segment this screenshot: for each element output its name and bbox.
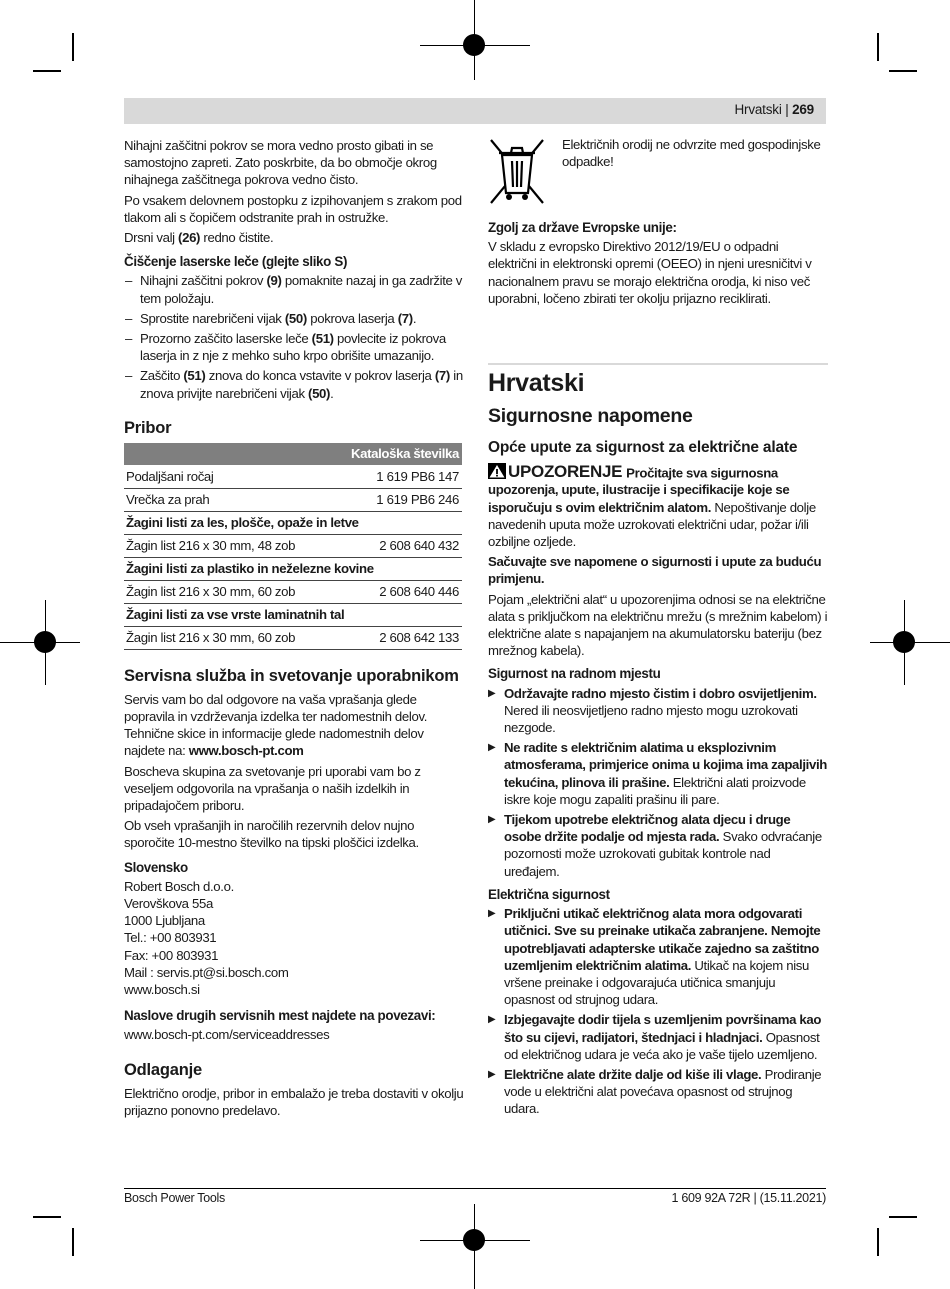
catalog-number: 2 608 640 432 bbox=[348, 534, 462, 557]
lens-steps bbox=[124, 272, 464, 401]
address-line: Robert Bosch d.o.o. bbox=[124, 878, 234, 894]
safety-title: Sigurnosne napomene bbox=[488, 405, 693, 428]
crop-mark bbox=[877, 33, 879, 61]
page-header: Hrvatski | 269 bbox=[734, 102, 814, 117]
address-line: 1000 Ljubljana bbox=[124, 913, 205, 929]
other-services-label: Naslove drugih servisnih mest najdete na povezavi: bbox=[124, 1008, 436, 1024]
crop-mark bbox=[72, 1228, 74, 1256]
workplace-heading: Sigurnost na radnom mjestu bbox=[488, 666, 661, 682]
keep-notice: Sačuvajte sve napomene o sigurnosti i upute za buduću primjenu. bbox=[488, 554, 822, 587]
list-item: ▶ Održavajte radno mjesto čistim i dobro osvijetljenim. Nered ili neosvijetljeno radno mjesto mogu uzrokovati nezgode. bbox=[488, 685, 828, 737]
left-column bbox=[124, 137, 464, 1122]
disposal-heading: Odlaganje bbox=[124, 1060, 202, 1079]
group-label: Žagini listi za plastiko in neželezne kovine bbox=[124, 557, 462, 580]
crop-mark bbox=[72, 33, 74, 61]
accessories-heading: Pribor bbox=[124, 418, 172, 437]
table-row bbox=[124, 580, 462, 603]
catalog-number: 2 608 642 133 bbox=[348, 626, 462, 649]
list-item: ▶ Priključni utikač električnog alata mora odgovarati utičnici. Sve su preinake utikača zabranjene. Nemojte upotrebljavati adapterske utikače zajedno sa zaštitno uzemljenim električnim alatima. Utikač na kojem nisu vršene preinake i odgovarajuća utičnica smanjuju opasnost od strujnog udara. bbox=[488, 905, 828, 1008]
country-heading: Slovensko bbox=[124, 859, 188, 875]
header-bar bbox=[124, 98, 826, 124]
paragraph: Pojam „električni alat“ u upozorenjima odnosi se na električne alata s priključkom na električnu mrežu (s mrežnim kabelom) i električne alate s napajanjem na akumulatorsku bateriju (bez mrežnog kabela). bbox=[488, 591, 828, 659]
crop-mark bbox=[33, 1216, 61, 1218]
accessories-table bbox=[124, 443, 462, 650]
list-item: – Nihajni zaščitni pokrov (9) pomaknite nazaj in ga zadržite v tem položaju. bbox=[124, 272, 464, 306]
crop-mark bbox=[33, 70, 61, 72]
registration-mark bbox=[463, 34, 485, 56]
registration-mark bbox=[463, 1229, 485, 1251]
registration-mark bbox=[34, 631, 56, 653]
workplace-list bbox=[488, 685, 828, 880]
table-group-row bbox=[124, 603, 462, 626]
group-label: Žagini listi za les, plošče, opaže in letve bbox=[124, 511, 462, 534]
paragraph: Drsni valj (26) redno čistite. bbox=[124, 230, 274, 246]
eu-heading: Zgolj za države Evropske unije: bbox=[488, 220, 677, 235]
list-item: ▶ Tijekom upotrebe električnog alata djecu i druge osobe držite podalje od mjesta rada. Svako odvraćanje pozornosti može uzrokovati gubitak kontrole nad uređajem. bbox=[488, 811, 828, 880]
item-name: Žagin list 216 x 30 mm, 60 zob bbox=[124, 580, 348, 603]
table-group-row bbox=[124, 511, 462, 534]
warning-triangle-icon bbox=[488, 463, 506, 479]
catalog-number: 1 619 PB6 246 bbox=[348, 488, 462, 511]
address-line: Mail : servis.pt@si.bosch.com bbox=[124, 964, 289, 980]
other-services-link[interactable]: www.bosch-pt.com/serviceaddresses bbox=[124, 1027, 330, 1043]
paragraph: Boscheva skupina za svetovanje pri uporabi vam bo z veseljem odgovorila na vprašanja o naših izdelkih in pripadajočem priboru. bbox=[124, 763, 421, 813]
registration-mark bbox=[893, 631, 915, 653]
table-row bbox=[124, 465, 462, 488]
paragraph: Električno orodje, pribor in embalažo je treba dostaviti v okolju prijazno ponovno predelavo. bbox=[124, 1085, 464, 1119]
warning-label: UPOZORENJE bbox=[488, 463, 622, 480]
item-name: Vrečka za prah bbox=[124, 488, 348, 511]
catalog-number: 1 619 PB6 147 bbox=[348, 465, 462, 488]
warning-paragraph bbox=[488, 463, 828, 551]
crop-mark bbox=[877, 1228, 879, 1256]
service-heading: Servisna služba in svetovanje uporabnikom bbox=[124, 666, 459, 685]
electrical-list bbox=[488, 905, 828, 1117]
right-column bbox=[488, 137, 828, 1121]
list-item: – Sprostite narebričeni vijak (50) pokrova laserja (7). bbox=[124, 310, 464, 327]
crop-mark bbox=[889, 70, 917, 72]
lens-heading: Čiščenje laserske leče (glejte sliko S) bbox=[124, 254, 348, 270]
item-name: Podaljšani ročaj bbox=[124, 465, 348, 488]
group-label: Žagini listi za vse vrste laminatnih tal bbox=[124, 603, 462, 626]
crossed-bin-icon bbox=[488, 137, 546, 207]
page-number: 269 bbox=[792, 102, 814, 117]
address-line: Verovškova 55a bbox=[124, 895, 213, 911]
warning-bold: Pročitajte sva sigurnosna upozorenja, upute, ilustracije i specifikacije koje se isporučuju s ovim električnim alatom. bbox=[488, 465, 790, 515]
header-language: Hrvatski bbox=[734, 102, 782, 117]
section-divider bbox=[488, 363, 828, 365]
service-link[interactable]: www.bosch-pt.com bbox=[188, 743, 304, 759]
footer-right: 1 609 92A 72R | (15.11.2021) bbox=[671, 1191, 826, 1205]
paragraph: Po vsakem delovnem postopku z izpihovanjem s zrakom pod tlakom ali s čopičem odstranite prah in ostružke. bbox=[124, 192, 462, 225]
address-line: www.bosch.si bbox=[124, 982, 200, 997]
item-name: Žagin list 216 x 30 mm, 60 zob bbox=[124, 626, 348, 649]
electrical-heading: Električna sigurnost bbox=[488, 886, 610, 902]
paragraph: Servis vam bo dal odgovore na vaša vprašanja glede popravila in vzdrževanja izdelka ter nadomestnih delov. Tehnične skice in informacije glede nadomestnih delov najdete na: www.bosch-pt.com bbox=[124, 691, 428, 759]
language-title: Hrvatski bbox=[488, 369, 585, 398]
address-block bbox=[124, 878, 464, 998]
paragraph: V skladu z evropsko Direktivo 2012/19/EU o odpadni električni in elektronski opremi (OEEO) in njeni uresničitvi v nacionalnem pravu se morajo električna orodja, ki niso več uporabni, ločeno zbirati ter okolju prijazno reciklirati. bbox=[488, 239, 812, 306]
catalog-number: 2 608 640 446 bbox=[348, 580, 462, 603]
table-row bbox=[124, 534, 462, 557]
footer-rule bbox=[124, 1188, 826, 1189]
list-item: ▶ Električne alate držite dalje od kiše ili vlage. Prodiranje vode u električni alat povećava opasnost od strujnog udara. bbox=[488, 1066, 828, 1118]
table-row bbox=[124, 626, 462, 649]
list-item: – Prozorno zaščito laserske leče (51) povlecite iz pokrova laserja in z nje z mehko suho krpo obrišite umazanijo. bbox=[124, 330, 464, 364]
general-safety-title: Opće upute za sigurnost za električne alate bbox=[488, 439, 798, 457]
table-group-row bbox=[124, 557, 462, 580]
table-header: Kataloška številka bbox=[124, 443, 462, 465]
address-line: Tel.: +00 803931 bbox=[124, 930, 217, 946]
crop-mark bbox=[889, 1216, 917, 1218]
weee-text: Električnih orodij ne odvrzite med gospodinjske odpadke! bbox=[562, 137, 821, 170]
footer-left: Bosch Power Tools bbox=[124, 1191, 225, 1205]
warning-text: Nepoštivanje dolje navedenih uputa može uzrokovati električni udar, požar i/ili ozbiljne ozljede. bbox=[488, 499, 816, 550]
paragraph: Nihajni zaščitni pokrov se mora vedno prosto gibati in se samostojno zapreti. Zato poskrbite, da bo območje okrog nihajnega zaščitnega pokrova vedno čisto. bbox=[124, 138, 437, 188]
list-item: – Zaščito (51) znova do konca vstavite v pokrov laserja (7) in znova privijte narebričeni vijak (50). bbox=[124, 367, 464, 401]
list-item: ▶ Izbjegavajte dodir tijela s uzemljenim površinama kao što su cijevi, radijatori, štednjaci i hladnjaci. Opasnost od električnog udara je veća ako je vaše tijelo uzemljeno. bbox=[488, 1011, 828, 1063]
table-row bbox=[124, 488, 462, 511]
list-item: ▶ Ne radite s električnim alatima u eksplozivnim atmosferama, primjerice onima u kojima ima zapaljivih tekućina, plinova ili prašine. Električni alati proizvode iskre koje mogu zapaliti prašinu ili pare. bbox=[488, 739, 828, 808]
weee-notice bbox=[488, 137, 828, 207]
item-name: Žagin list 216 x 30 mm, 48 zob bbox=[124, 534, 348, 557]
paragraph: Ob vseh vprašanjih in naročilih rezervnih delov nujno sporočite 10-mestno številko na tipski ploščici izdelka. bbox=[124, 818, 419, 851]
address-line: Fax: +00 803931 bbox=[124, 947, 219, 963]
